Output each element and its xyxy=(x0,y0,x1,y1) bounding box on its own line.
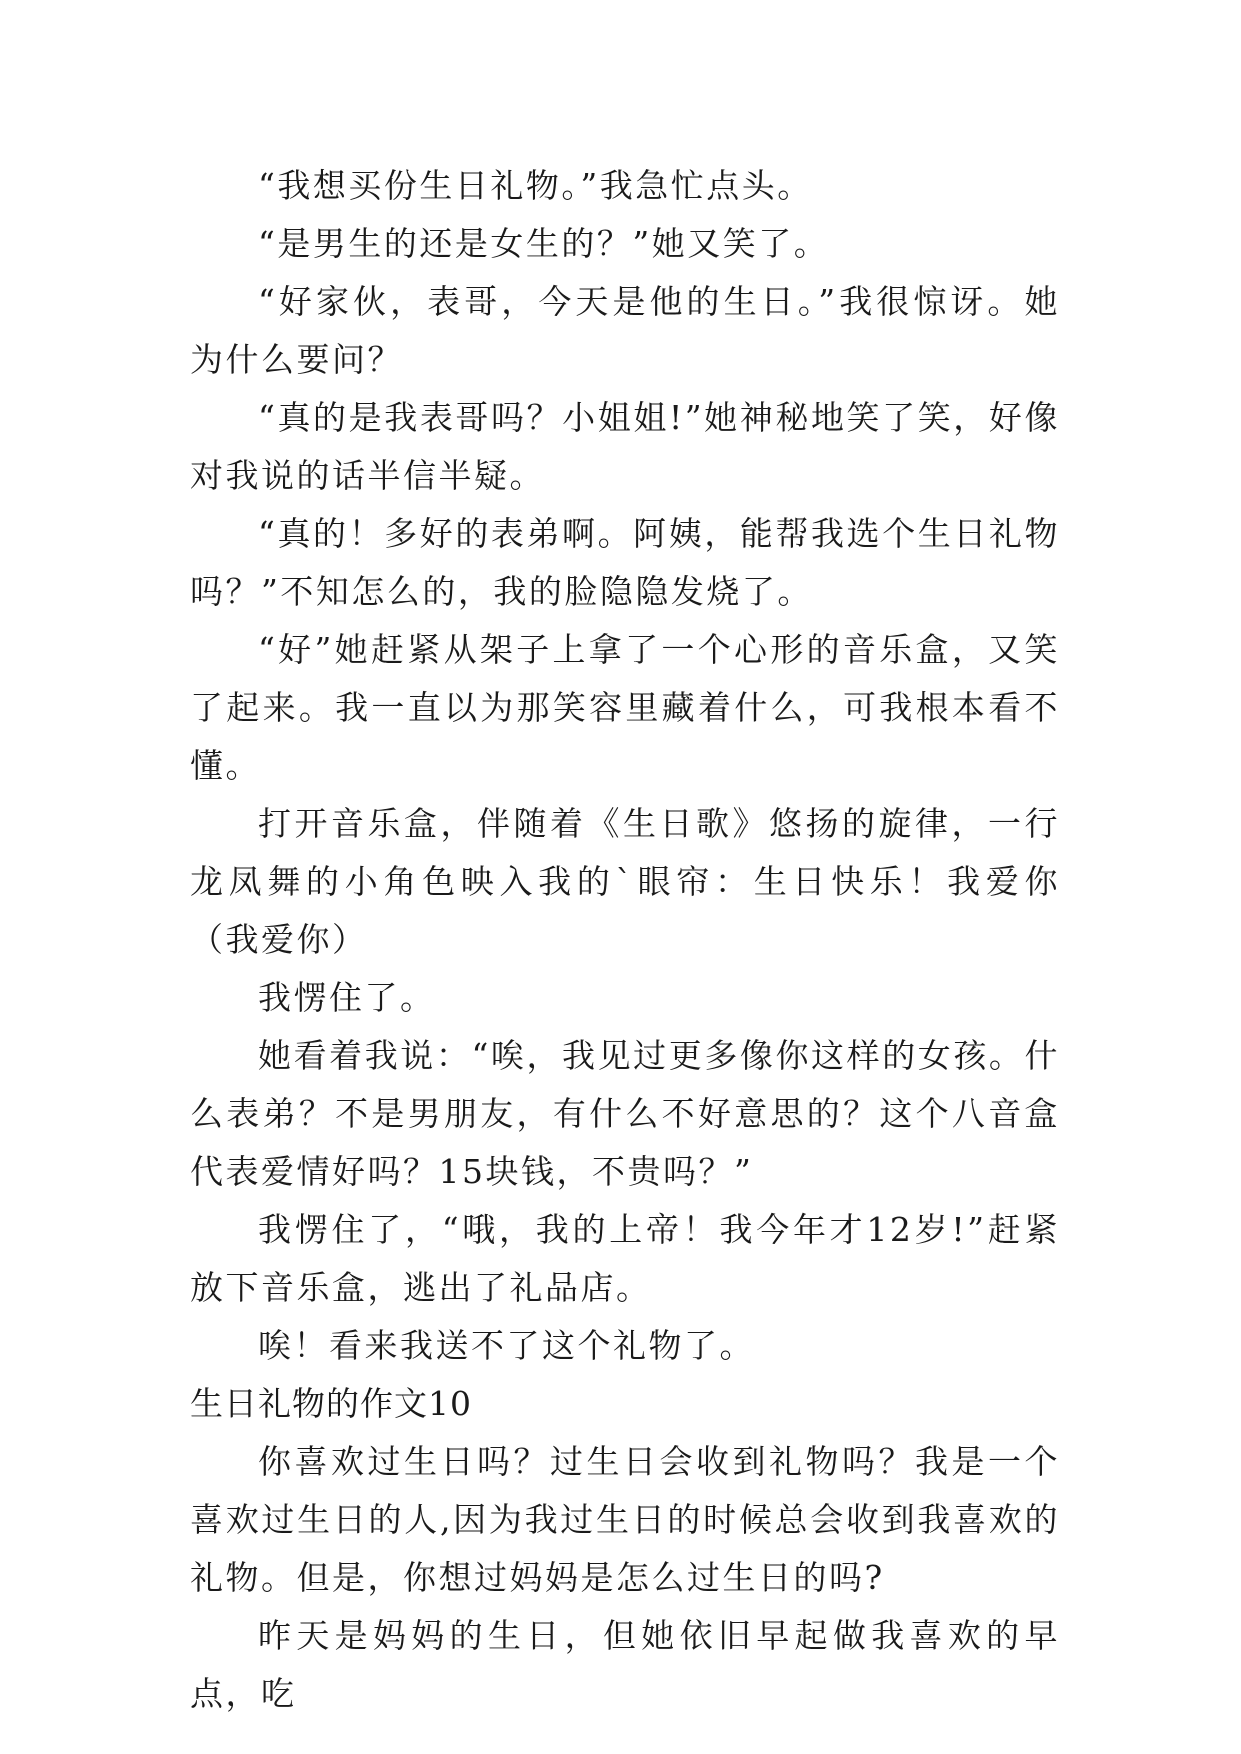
paragraph: 她看着我说：“唉，我见过更多像你这样的女孩。什么表弟？不是男朋友，有什么不好意思的？这个八音盒代表爱情好吗？15块钱，不贵吗？” xyxy=(190,1036,1060,1191)
paragraph: “真的！多好的表弟啊。阿姨，能帮我选个生日礼物吗？”不知怎么的，我的脸隐隐发烧了。 xyxy=(190,514,1060,611)
paragraph: 昨天是妈妈的生日，但她依旧早起做我喜欢的早点，吃 xyxy=(190,1616,1060,1713)
paragraph: 打开音乐盒，伴随着《生日歌》悠扬的旋律，一行龙凤舞的小角色映入我的`眼帘：生日快乐！我爱你（我爱你） xyxy=(190,804,1060,959)
paragraph: “好家伙，表哥，今天是他的生日。”我很惊讶。她为什么要问？ xyxy=(190,282,1060,379)
paragraph: 我愣住了。 xyxy=(258,978,436,1017)
paragraph: 我愣住了，“哦，我的上帝！我今年才12岁!”赶紧放下音乐盒，逃出了礼品店。 xyxy=(190,1210,1060,1307)
paragraph: 你喜欢过生日吗？过生日会收到礼物吗？我是一个喜欢过生日的人,因为我过生日的时候总会收到我喜欢的礼物。但是，你想过妈妈是怎么过生日的吗? xyxy=(190,1442,1060,1597)
paragraph: 唉！看来我送不了这个礼物了。 xyxy=(258,1326,755,1365)
paragraph: “好”她赶紧从架子上拿了一个心形的音乐盒，又笑了起来。我一直以为那笑容里藏着什么，可我根本看不懂。 xyxy=(190,630,1060,785)
article-body xyxy=(190,157,1060,1723)
section-heading: 生日礼物的作文10 xyxy=(190,1384,472,1423)
paragraph: “真的是我表哥吗？小姐姐!”她神秘地笑了笑，好像对我说的话半信半疑。 xyxy=(190,398,1060,495)
paragraph: “我想买份生日礼物。”我急忙点头。 xyxy=(258,166,813,205)
paragraph: “是男生的还是女生的？”她又笑了。 xyxy=(258,224,830,263)
